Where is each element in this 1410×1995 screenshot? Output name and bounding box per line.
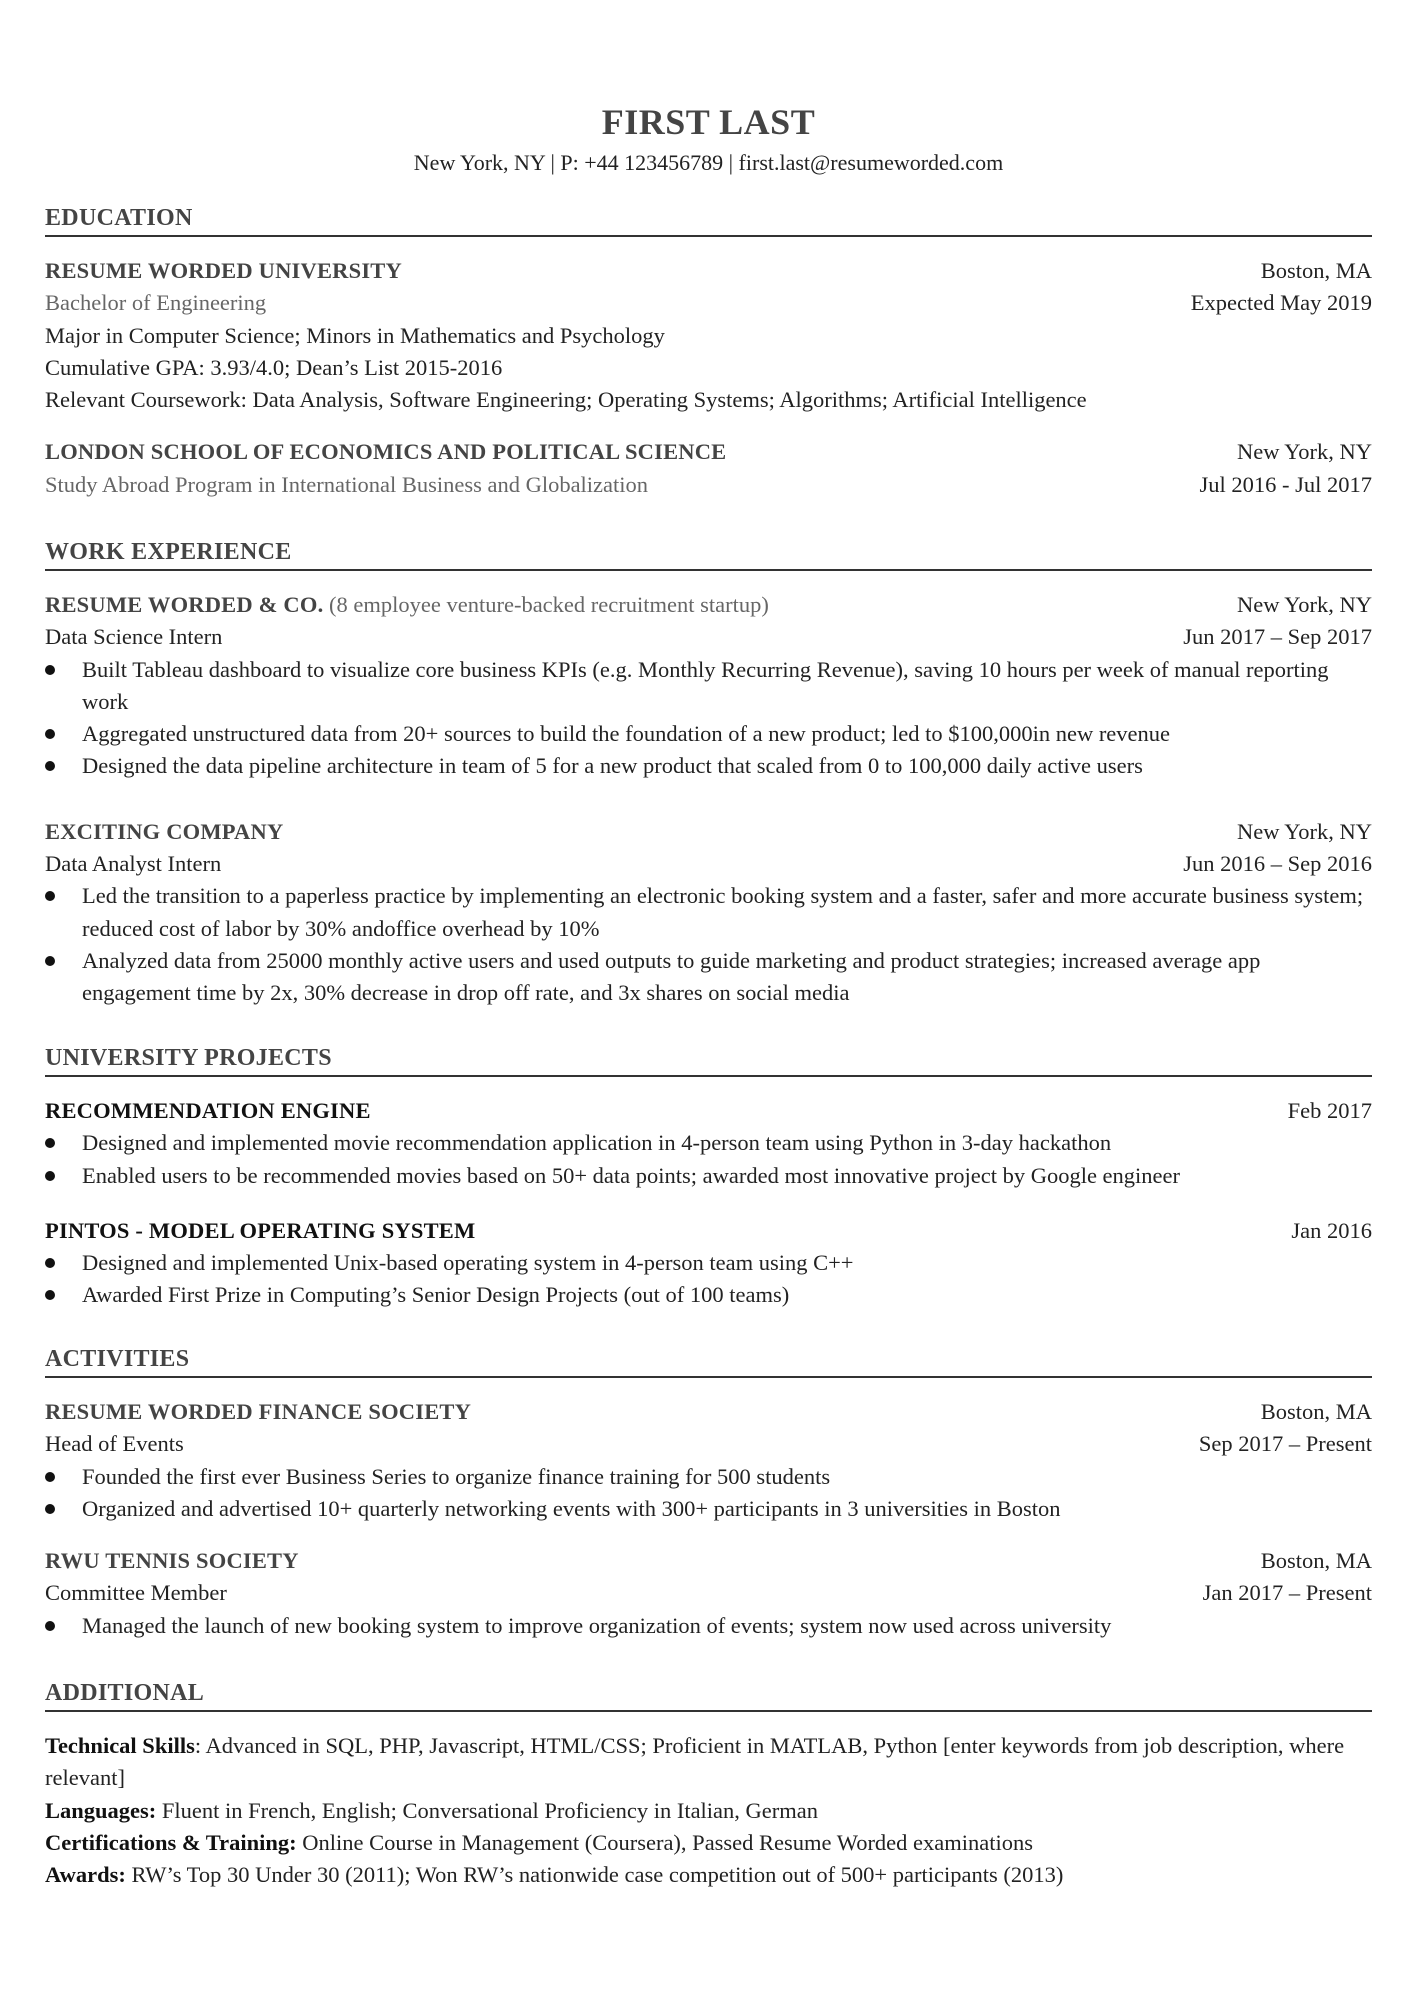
school-name: RESUME WORDED UNIVERSITY [45,258,402,283]
company-name: EXCITING COMPANY [45,818,284,844]
activities-section [45,1344,1372,1642]
bullet-icon [45,729,55,739]
job-dates: Jun 2016 – Sep 2016 [1183,851,1372,877]
bullet-item: Designed the data pipeline architecture in team of 5 for a new product that scaled from 0 to 100,000 daily active users [45,750,1372,782]
education-entry [45,255,1372,416]
activity-entry [45,1396,1372,1525]
item-text: Advanced in SQL, PHP, Javascript, HTML/CSS; Proficient in MATLAB, Python [enter keywords from job description, where relevant] [45,1733,1345,1791]
bullet-item: Aggregated unstructured data from 20+ sources to build the foundation of a new product; led to $100,000in new revenue [45,718,1372,750]
item-text: RW’s Top 30 Under 30 (2011); Won RW’s nationwide case competition out of 500+ participants (2013) [131,1862,1064,1888]
bullet-item: Built Tableau dashboard to visualize core business KPIs (e.g. Monthly Recurring Revenue), saving 10 hours per week of manual reporting work [45,654,1372,719]
bullet-icon [45,1472,55,1482]
section-divider [45,235,1372,237]
education-section [45,203,1372,501]
company-name: RESUME WORDED & CO. [45,592,324,617]
projects-section [45,1043,1372,1312]
candidate-name: FIRST LAST [601,102,816,142]
project-entry [45,1095,1372,1192]
program-dates: Jul 2016 - Jul 2017 [1199,471,1372,497]
degree: Bachelor of Engineering [45,290,267,316]
job-entry [45,816,1372,1010]
section-title-projects: UNIVERSITY PROJECTS [45,1045,332,1071]
item-label: Awards: [45,1862,126,1888]
bullet-icon [45,1504,55,1514]
bullet-icon [45,1621,55,1631]
additional-item-certifications [45,1827,1372,1859]
section-title-education: EDUCATION [45,205,193,231]
activity-entry [45,1545,1372,1642]
bullet-icon [45,1171,55,1181]
section-title-activities: ACTIVITIES [45,1346,190,1372]
bullet-icon [45,891,55,901]
section-divider [45,569,1372,571]
item-label: Technical Skills [45,1733,195,1758]
bullet-icon [45,956,55,966]
education-detail: Major in Computer Science; Minors in Mathematics and Psychology [45,322,665,348]
job-entry [45,589,1372,783]
program: Study Abroad Program in International Business and Globalization [45,471,649,497]
education-detail: Cumulative GPA: 3.93/4.0; Dean’s List 2015-2016 [45,354,503,380]
bullet-item: Managed the launch of new booking system to improve organization of events; system now used across university [45,1610,1372,1642]
bullet-item: Enabled users to be recommended movies based on 50+ data points; awarded most innovative project by Google engineer [45,1160,1372,1192]
section-divider [45,1075,1372,1077]
activity-location: Boston, MA [1260,1399,1372,1424]
job-title: Data Analyst Intern [45,851,222,877]
contact-line: New York, NY | P: +44 123456789 | first.last@resumeworded.com [413,150,1004,175]
item-label: Languages: [45,1797,157,1823]
bullet-item: Founded the first ever Business Series to organize finance training for 500 students [45,1461,1372,1493]
school-name: LONDON SCHOOL OF ECONOMICS AND POLITICAL SCIENCE [45,439,727,465]
item-label: Certifications & Training: [45,1829,297,1855]
project-name: RECOMMENDATION ENGINE [45,1098,371,1123]
activity-role: Head of Events [45,1431,184,1457]
activity-role: Committee Member [45,1580,227,1606]
project-date: Feb 2017 [1287,1098,1372,1123]
additional-item-languages [45,1795,1372,1827]
section-divider [45,1710,1372,1712]
activity-dates: Sep 2017 – Present [1198,1431,1372,1457]
activity-org: RESUME WORDED FINANCE SOCIETY [45,1399,472,1424]
project-entry [45,1215,1372,1312]
additional-section [45,1678,1372,1891]
item-text: Online Course in Management (Coursera), Passed Resume Worded examinations [302,1829,1034,1855]
project-name: PINTOS - MODEL OPERATING SYSTEM [45,1217,476,1243]
bullet-item: Analyzed data from 25000 monthly active users and used outputs to guide marketing and product strategies; increased average app engagement time by 2x, 30% decrease in drop off rate, and 3x shares on social media [45,945,1372,1010]
additional-item-awards [45,1859,1372,1891]
bullet-icon [45,1258,55,1268]
job-dates: Jun 2017 – Sep 2017 [1183,624,1372,650]
section-title-work: WORK EXPERIENCE [45,539,292,565]
bullet-icon [45,1290,55,1300]
school-location: New York, NY [1236,439,1372,465]
education-entry [45,436,1372,501]
company-description: (8 employee venture-backed recruitment startup) [329,592,769,617]
school-location: Boston, MA [1260,258,1372,283]
graduation-date: Expected May 2019 [1190,290,1372,316]
bullet-item: Organized and advertised 10+ quarterly networking events with 300+ participants in 3 universities in Boston [45,1493,1372,1525]
bullet-item: Awarded First Prize in Computing’s Senior Design Projects (out of 100 teams) [45,1279,1372,1311]
job-location: New York, NY [1236,592,1372,617]
section-title-additional: ADDITIONAL [45,1680,205,1706]
additional-item-technical-skills: Technical Skills: Advanced in SQL, PHP, Javascript, HTML/CSS; Proficient in MATLAB, Python [enter keywords from job description, where relevant] [45,1733,1345,1791]
bullet-item: Designed and implemented Unix-based operating system in 4-person team using C++ [45,1247,1372,1279]
item-text: Fluent in French, English; Conversational Proficiency in Italian, German [161,1797,819,1823]
bullet-item: Designed and implemented movie recommendation application in 4-person team using Python in 3-day hackathon [45,1127,1372,1159]
activity-location: Boston, MA [1260,1548,1372,1574]
bullet-item: Led the transition to a paperless practice by implementing an electronic booking system and a faster, safer and more accurate business system; reduced cost of labor by 30% andoffice overhead by 10% [45,880,1372,945]
job-title: Data Science Intern [45,624,223,650]
project-date: Jan 2016 [1291,1217,1372,1243]
bullet-icon [45,665,55,675]
activity-dates: Jan 2017 – Present [1202,1580,1372,1606]
bullet-icon [45,1138,55,1148]
education-detail: Relevant Coursework: Data Analysis, Software Engineering; Operating Systems; Algorithms; Artificial Intelligence [45,387,1087,413]
bullet-icon [45,761,55,771]
section-divider [45,1376,1372,1378]
activity-org: RWU TENNIS SOCIETY [45,1548,299,1574]
job-location: New York, NY [1236,818,1372,844]
work-experience-section [45,537,1372,1010]
